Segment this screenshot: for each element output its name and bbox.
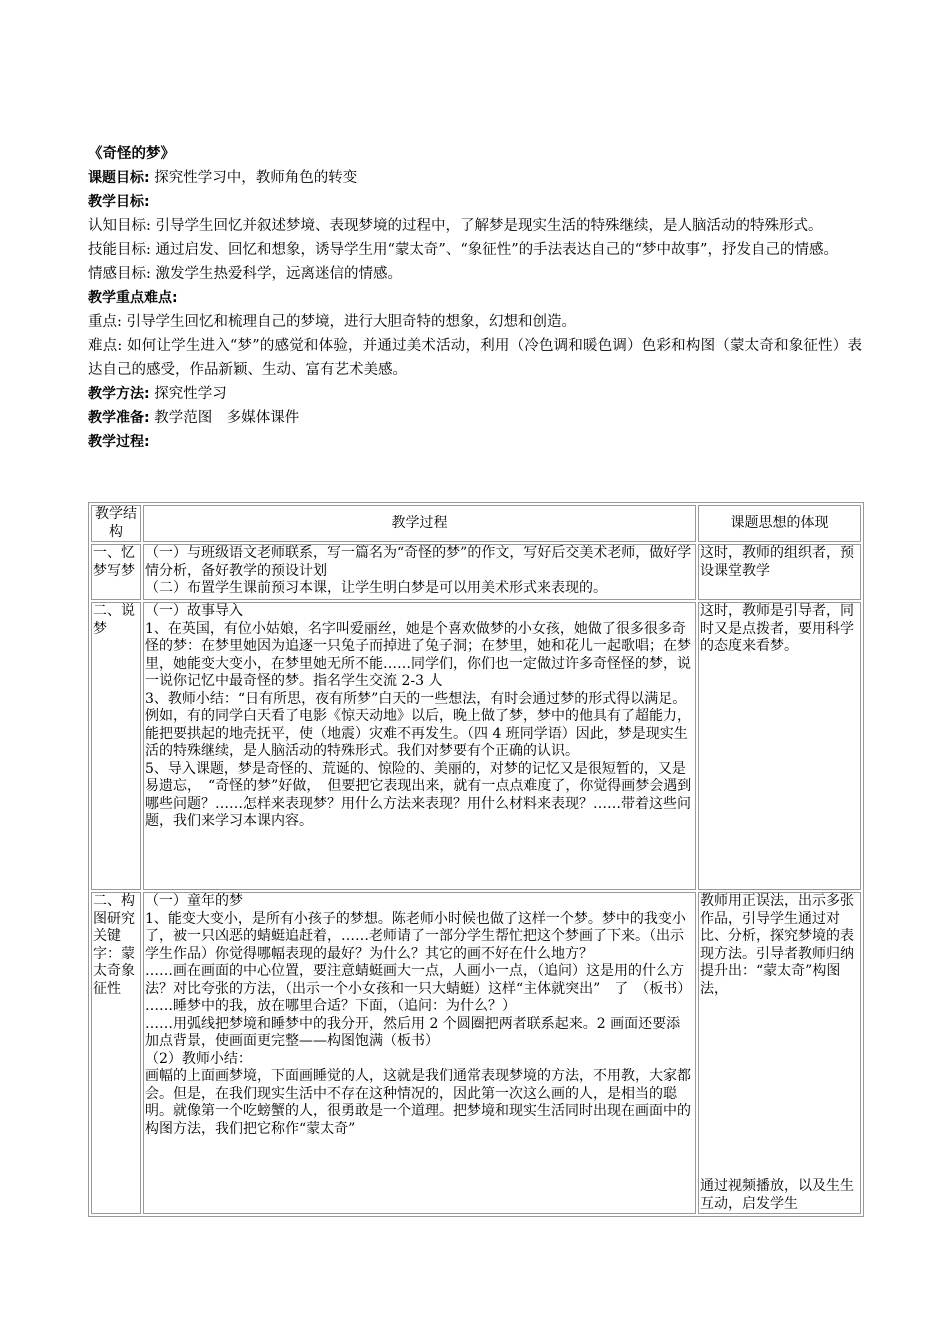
row3-process-p2: 1、能变大变小，是所有小孩子的梦想。陈老师小时候也做了这样一个梦。梦中的我变小了，被一只凶恶的蜻蜓追赶着，……老师请了一部分学生帮忙把这个梦画了下来。（出示学生作品）你觉得哪幅表现的最好？为什么？其它的画不好在什么地方？ <box>145 910 686 962</box>
row3-structure: 二、构图研究关键字：蒙太奇象征性 <box>91 892 141 1214</box>
table-header-row <box>91 505 861 542</box>
process-table <box>88 502 864 1217</box>
row3-idea-p2: 通过视频播放，以及生生互动，启发学生 <box>700 1178 854 1212</box>
table-row <box>91 544 861 600</box>
topic-text: 探究性学习中，教师角色的转变 <box>154 170 358 186</box>
key-heading: 教学重点难点: <box>88 290 178 306</box>
table-row <box>91 602 861 890</box>
row3-process-p6: （2）教师小结： <box>145 1050 252 1067</box>
header-structure: 教学结构 <box>91 505 141 542</box>
topic-label: 课题目标: <box>88 170 150 186</box>
row2-process-p4: 5、导入课题，梦是奇怪的、荒诞的、惊险的、美丽的，对梦的记忆又是很短暂的，又是易遗忘， “奇怪的梦”好做， 但要把它表现出来，就有一点点难度了，你觉得画梦会遇到哪些问题？……怎样来表现梦？用什么方法来表现？用什么材料来表现？……带着这些问题，我们来学习本课内容。 <box>145 760 692 829</box>
row1-process <box>143 544 696 600</box>
row3-idea <box>698 892 861 1214</box>
row3-idea-p1: 教师用正误法，出示多张作品，引导学生通过对比、分析，探究梦境的表现方法。引导者教师归纳提升出：“蒙太奇”构图法， <box>700 893 854 997</box>
goal-cognitive: 认知目标: 引导学生回忆并叙述梦境、表现梦境的过程中，了解梦是现实生活的特殊继续，是人脑活动的特殊形式。 <box>88 218 823 234</box>
difficult-point: 难点: 如何让学生进入“梦”的感觉和体验，并通过美术活动，利用（冷色调和暖色调）色彩和构图（蒙太奇和象征性）表达自己的感受，作品新颖、生动、富有艺术美感。 <box>88 338 862 378</box>
row3-process <box>143 892 696 1214</box>
row2-structure: 二、说梦 <box>91 602 141 890</box>
row2-process-p1: （一）故事导入 <box>145 603 243 619</box>
row3-process-p7: 画幅的上面画梦境，下面画睡觉的人，这就是我们通常表现梦境的方法，不用教，大家都会。但是，在我们现实生活中不存在这种情况的，因此第一次这么画的人，是相当的聪明。就像第一个吃螃蟹的人，很勇敢是一个道理。把梦境和现实生活同时出现在画面中的构图方法，我们把它称作“蒙太奇” <box>145 1068 691 1137</box>
preparation <box>88 406 862 430</box>
header-process: 教学过程 <box>143 505 696 542</box>
row3-process-p1: （一）童年的梦 <box>145 893 243 909</box>
row1-structure: 一、忆梦写梦 <box>91 544 141 600</box>
row3-process-p5: ……用弧线把梦境和睡梦中的我分开，然后用 2 个圆圈把两者联系起来。2 画面还要添加点背景，使画面更完整——构图饱满（板书） <box>145 1015 681 1049</box>
row2-idea: 这时，教师是引导者，同时又是点拨者，要用科学的态度来看梦。 <box>698 602 861 890</box>
method-label: 教学方法: <box>88 386 150 402</box>
table-row <box>91 892 861 1214</box>
prep-label: 教学准备: <box>88 410 150 426</box>
header-idea: 课题思想的体现 <box>698 505 861 542</box>
method-text: 探究性学习 <box>154 386 227 402</box>
goal-skill: 技能目标: 通过启发、回忆和想象，诱导学生用“蒙太奇”、“象征性”的手法表达自己的“梦中故事”，抒发自己的情感。 <box>88 242 838 258</box>
row3-process-p4: ……睡梦中的我，放在哪里合适？下面，（追问：为什么？） <box>145 998 516 1014</box>
row1-process-p2: （二）布置学生课前预习本课，让学生明白梦是可以用美术形式来表现的。 <box>145 580 607 596</box>
row1-idea: 这时，教师的组织者，预设课堂教学 <box>698 544 861 600</box>
doc-title: 《奇怪的梦》 <box>88 145 175 162</box>
lesson-plan-header <box>88 142 862 454</box>
method <box>88 382 862 406</box>
row3-process-p3: ……画在画面的中心位置，要注意蜻蜓画大一点，人画小一点，（追问）这是用的什么方法？对比夸张的方法，（出示一个小女孩和一只大蜻蜓）这样“主体就突出” 了 （板书） <box>145 963 692 997</box>
topic-goal <box>88 166 862 190</box>
process-heading: 教学过程: <box>88 434 150 450</box>
key-point: 重点: 引导学生回忆和梳理自己的梦境，进行大胆奇特的想象，幻想和创造。 <box>88 314 576 330</box>
row2-process-p3: 3、教师小结：“日有所思，夜有所梦”白天的一些想法，有时会通过梦的形式得以满足。例如，有的同学白天看了电影《惊天动地》以后，晚上做了梦，梦中的他具有了超能力，能把要拱起的地壳抚平，使（地震）灾难不再发生。（四 4 班同学语）因此，梦是现实生活的特殊继续，是人脑活动的特殊形式。我们对梦要有个正确的认识。 <box>145 690 691 759</box>
goals-heading: 教学目标: <box>88 194 150 210</box>
goal-emotion: 情感目标: 激发学生热爱科学，远离迷信的情感。 <box>88 266 402 282</box>
row2-process <box>143 602 696 890</box>
prep-text: 教学范图 多媒体课件 <box>154 410 300 426</box>
row2-process-p2: 1、在英国，有位小姑娘，名字叫爱丽丝，她是个喜欢做梦的小女孩，她做了很多很多奇怪的梦：在梦里她因为追逐一只兔子而掉进了兔子洞；在梦里，她和花儿一起歌唱；在梦里，她能变大变小，在梦里她无所不能……同学们，你们也一定做过许多奇怪怪的梦，说一说你记忆中最奇怪的梦。指名学生交流 2-3 人 <box>145 620 691 689</box>
row1-process-p1: （一）与班级语文老师联系，写一篇名为“奇怪的梦”的作文，写好后交美术老师，做好学情分析，备好教学的预设计划 <box>145 545 692 579</box>
